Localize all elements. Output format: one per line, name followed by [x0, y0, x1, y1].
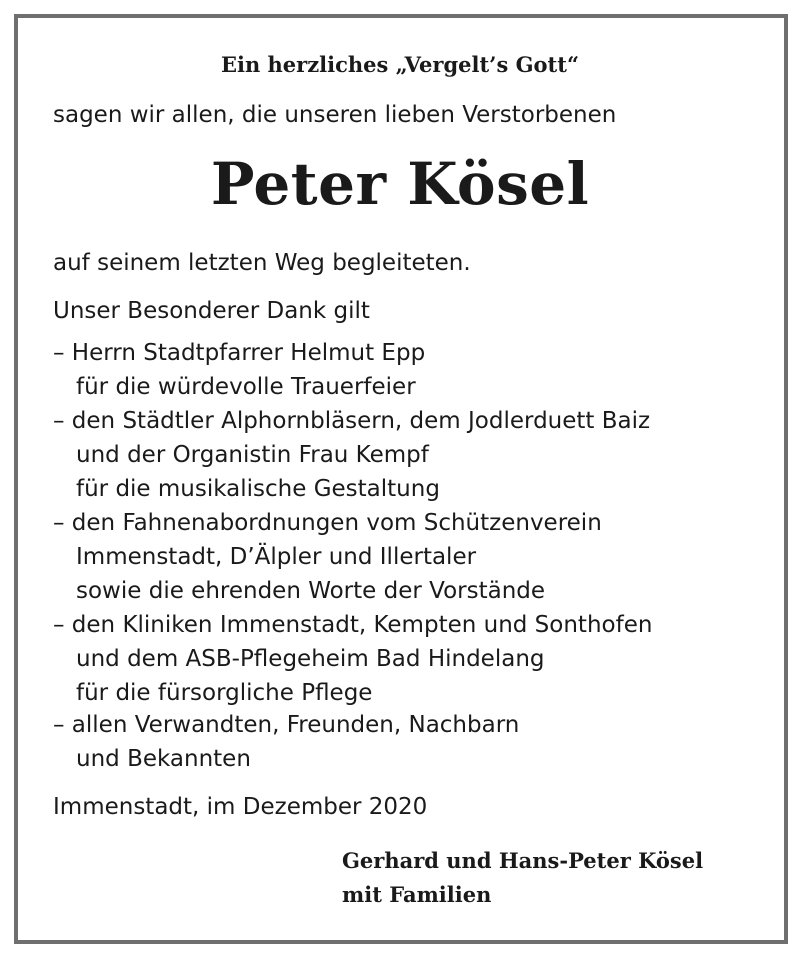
- thanks-line: für die fürsorgliche Pflege: [76, 680, 373, 706]
- thanks-line: – den Fahnenabordnungen vom Schützenverein: [53, 510, 602, 536]
- notice-heading: Ein herzliches „Vergelt’s Gott“: [220, 52, 580, 77]
- deceased-name: Peter Kösel: [210, 150, 590, 218]
- signature-names: Gerhard und Hans-Peter Kösel: [342, 848, 704, 873]
- thanks-line: und der Organistin Frau Kempf: [76, 442, 429, 468]
- thanks-line: Immenstadt, D’Älpler und Illertaler: [76, 544, 477, 570]
- thanks-line: für die musikalische Gestaltung: [76, 476, 440, 502]
- thanks-line: und dem ASB-Pflegeheim Bad Hindelang: [76, 646, 545, 672]
- thanks-line: – den Städtler Alphornbläsern, dem Jodlerduett Baiz: [53, 408, 651, 434]
- thanks-intro: Unser Besonderer Dank gilt: [53, 298, 370, 324]
- thanks-line: – allen Verwandten, Freunden, Nachbarn: [53, 712, 520, 738]
- thanks-line: – Herrn Stadtpfarrer Helmut Epp: [53, 340, 426, 366]
- thanks-line: sowie die ehrenden Worte der Vorstände: [76, 578, 546, 604]
- place-date: Immenstadt, im Dezember 2020: [53, 794, 428, 820]
- signature-family: mit Familien: [342, 882, 492, 907]
- thanks-line: – den Kliniken Immenstadt, Kempten und Sonthofen: [53, 612, 653, 638]
- thanks-line: für die würdevolle Trauerfeier: [76, 374, 416, 400]
- intro-text: sagen wir allen, die unseren lieben Verstorbenen: [53, 102, 617, 128]
- thanks-line: und Bekannten: [76, 746, 251, 772]
- after-name-text: auf seinem letzten Weg begleiteten.: [53, 250, 471, 276]
